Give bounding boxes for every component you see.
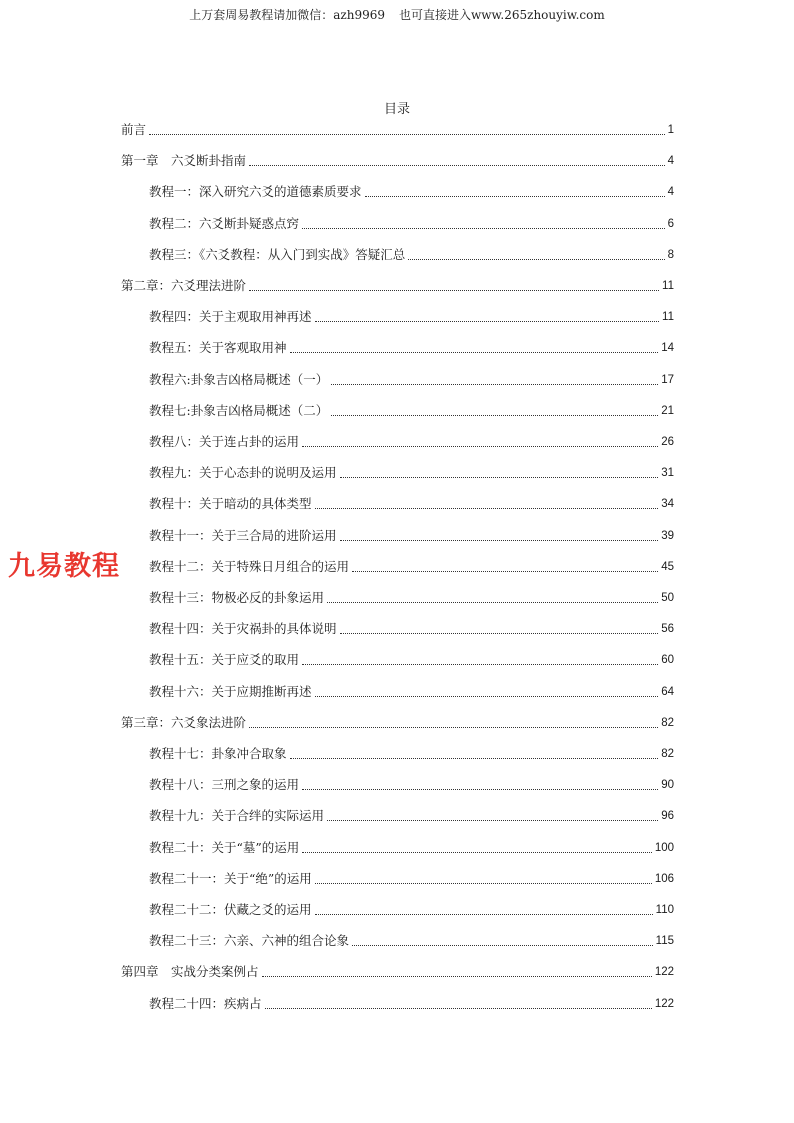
- toc-dot-leader: [302, 446, 658, 447]
- toc-entry-label: 教程十八：三刑之象的运用: [149, 777, 300, 793]
- toc-entry-section[interactable]: [149, 586, 674, 606]
- toc-title: 目录: [383, 102, 410, 117]
- toc-entry-label: 教程二十四：疾病占: [149, 995, 262, 1011]
- toc-dot-leader: [340, 477, 659, 478]
- toc-entry-page-number: 17: [661, 373, 674, 386]
- toc-dot-leader: [315, 321, 660, 322]
- toc-entry-section[interactable]: [149, 399, 674, 419]
- toc-entry-label: 教程十五：关于应爻的取用: [149, 652, 300, 668]
- toc-entry-page-number: 26: [661, 436, 674, 448]
- toc-entry-section[interactable]: [149, 336, 674, 356]
- toc-entry-section[interactable]: [149, 305, 674, 325]
- toc-dot-leader: [302, 664, 658, 665]
- header-note-wechat: 上万套周易教程请加微信：azh9969: [189, 8, 386, 22]
- toc-entry-section[interactable]: [149, 368, 674, 388]
- toc-entry-section[interactable]: [149, 867, 674, 887]
- toc-entry-label: 第三章：六爻象法进阶: [121, 714, 247, 730]
- toc-entry-page-number: 56: [661, 623, 674, 636]
- toc-entry-chapter[interactable]: [121, 960, 674, 980]
- toc-entry-section[interactable]: [149, 992, 674, 1012]
- toc-entry-page-number: 34: [661, 498, 674, 511]
- toc-dot-leader: [315, 508, 659, 509]
- toc-entry-chapter[interactable]: [121, 118, 674, 138]
- toc-entry-page-number: 122: [654, 966, 674, 979]
- toc-dot-leader: [262, 976, 652, 977]
- toc-entry-page-number: 96: [661, 810, 674, 823]
- toc-dot-leader: [290, 352, 659, 353]
- toc-dot-leader: [290, 758, 659, 759]
- toc-entry-chapter[interactable]: [121, 149, 674, 169]
- toc-entry-label: 教程十三：物极必反的卦象运用: [149, 590, 325, 605]
- toc-entry-label: 教程九：关于心态卦的说明及运用: [149, 465, 337, 481]
- toc-dot-leader: [327, 602, 658, 603]
- header-note: [0, 6, 794, 23]
- toc-entry-label: 教程二十一：关于“绝”的运用: [149, 870, 312, 886]
- toc-entry-page-number: 45: [661, 560, 674, 573]
- toc-entry-section[interactable]: [149, 648, 674, 668]
- toc-entry-page-number: 11: [662, 311, 674, 324]
- toc-entry-page-number: 4: [667, 155, 674, 168]
- toc-entry-label: 教程二十：关于“墓”的运用: [149, 839, 300, 855]
- toc-dot-leader: [249, 727, 658, 728]
- toc-dot-leader: [340, 540, 659, 541]
- toc-entry-page-number: 82: [661, 716, 674, 729]
- toc-entry-label: 教程十九：关于合绊的实际运用: [149, 808, 325, 824]
- toc-entry-section[interactable]: [149, 461, 674, 481]
- toc-dot-leader: [149, 134, 665, 135]
- toc-dot-leader: [331, 384, 658, 385]
- toc-entry-label: 教程十四：关于灾祸卦的具体说明: [149, 621, 337, 637]
- toc-dot-leader: [352, 945, 653, 946]
- toc-entry-page-number: 11: [662, 280, 674, 292]
- toc-entry-section[interactable]: [149, 929, 674, 949]
- toc-entry-chapter[interactable]: [121, 711, 674, 731]
- toc-entry-page-number: 100: [654, 841, 674, 854]
- toc-entry-label: 教程二：六爻断卦疑惑点窍: [149, 215, 300, 231]
- toc-entry-label: 教程十一：关于三合局的进阶运用: [149, 527, 337, 543]
- toc-entry-label: 教程十：关于暗动的具体类型: [149, 496, 312, 512]
- toc-entry-page-number: 39: [661, 529, 674, 542]
- toc-entry-page-number: 6: [667, 217, 674, 230]
- toc-dot-leader: [265, 1008, 652, 1009]
- toc-dot-leader: [315, 696, 659, 697]
- toc-entry-chapter[interactable]: [121, 274, 674, 294]
- toc-dot-leader: [408, 259, 664, 260]
- toc-entry-label: 教程二十三：六亲、六神的组合论象: [149, 933, 350, 949]
- toc-entry-page-number: 64: [661, 685, 674, 698]
- toc-entry-page-number: 106: [654, 872, 674, 885]
- toc-dot-leader: [365, 196, 665, 197]
- toc-entry-section[interactable]: [149, 773, 674, 793]
- toc-entry-page-number: 8: [667, 248, 674, 261]
- toc-entry-section[interactable]: [149, 836, 674, 856]
- toc-entry-label: 教程四：关于主观取用神再述: [149, 309, 312, 325]
- toc-entry-page-number: 1: [667, 124, 674, 136]
- toc-dot-leader: [340, 633, 659, 634]
- toc-entry-section[interactable]: [149, 555, 674, 575]
- toc-entry-page-number: 31: [661, 467, 674, 480]
- toc-entry-label: 第四章 实战分类案例占: [121, 964, 259, 980]
- toc-entry-section[interactable]: [149, 898, 674, 918]
- toc-entry-section[interactable]: [149, 680, 674, 700]
- toc-entry-page-number: 4: [667, 186, 674, 199]
- toc-entry-label: 第一章 六爻断卦指南: [121, 153, 247, 169]
- toc-entry-page-number: 90: [661, 779, 674, 792]
- header-note-website: 也可直接进入www.265zhouyiw.com: [399, 8, 605, 22]
- toc-entry-page-number: 82: [661, 748, 674, 760]
- toc-entry-label: 教程七:卦象吉凶格局概述（二）: [149, 402, 329, 418]
- toc-entry-label: 第二章：六爻理法进阶: [121, 278, 247, 293]
- toc-entry-page-number: 14: [661, 342, 674, 355]
- toc-dot-leader: [315, 883, 652, 884]
- toc-dot-leader: [249, 165, 665, 166]
- toc-entry-section[interactable]: [149, 524, 674, 544]
- toc-entry-label: 教程一：深入研究六爻的道德素质要求: [149, 184, 362, 200]
- toc-dot-leader: [249, 290, 659, 291]
- toc-entry-label: 教程二十二：伏藏之爻的运用: [149, 902, 312, 917]
- toc-entry-page-number: 50: [661, 592, 674, 604]
- toc-entry-page-number: 60: [661, 654, 674, 667]
- toc-entry-page-number: 110: [655, 904, 674, 916]
- watermark-logo: 九易教程: [8, 551, 120, 582]
- toc-entry-section[interactable]: [149, 804, 674, 824]
- toc-dot-leader: [315, 914, 653, 915]
- toc-entry-section[interactable]: [149, 243, 674, 263]
- toc-entry-label: 教程五：关于客观取用神: [149, 340, 287, 356]
- toc-entry-section[interactable]: [149, 742, 674, 762]
- toc-entry-label: 教程十二：关于特殊日月组合的运用: [149, 558, 350, 574]
- toc-entry-label: 教程十七：卦象冲合取象: [149, 746, 287, 761]
- toc-entry-label: 教程三：《六爻教程：从入门到实战》答疑汇总: [149, 246, 406, 262]
- toc-entry-section[interactable]: [149, 617, 674, 637]
- toc-dot-leader: [302, 789, 658, 790]
- toc-entry-section[interactable]: [149, 430, 674, 450]
- toc-entry-page-number: 122: [654, 997, 674, 1010]
- toc-entry-label: 教程八：关于连占卦的运用: [149, 434, 300, 449]
- toc-entry-page-number: 115: [655, 935, 674, 948]
- toc-entry-section[interactable]: [149, 212, 674, 232]
- toc-entry-label: 教程十六：关于应期推断再述: [149, 683, 312, 699]
- toc-dot-leader: [302, 852, 652, 853]
- toc-dot-leader: [352, 571, 658, 572]
- toc-entry-section[interactable]: [149, 492, 674, 512]
- toc-entry-section[interactable]: [149, 180, 674, 200]
- toc-entry-label: 前言: [121, 122, 147, 137]
- toc-dot-leader: [327, 820, 658, 821]
- toc-entry-label: 教程六:卦象吉凶格局概述（一）: [149, 371, 329, 387]
- toc-dot-leader: [302, 228, 665, 229]
- toc-dot-leader: [331, 415, 658, 416]
- toc-entry-page-number: 21: [661, 404, 674, 417]
